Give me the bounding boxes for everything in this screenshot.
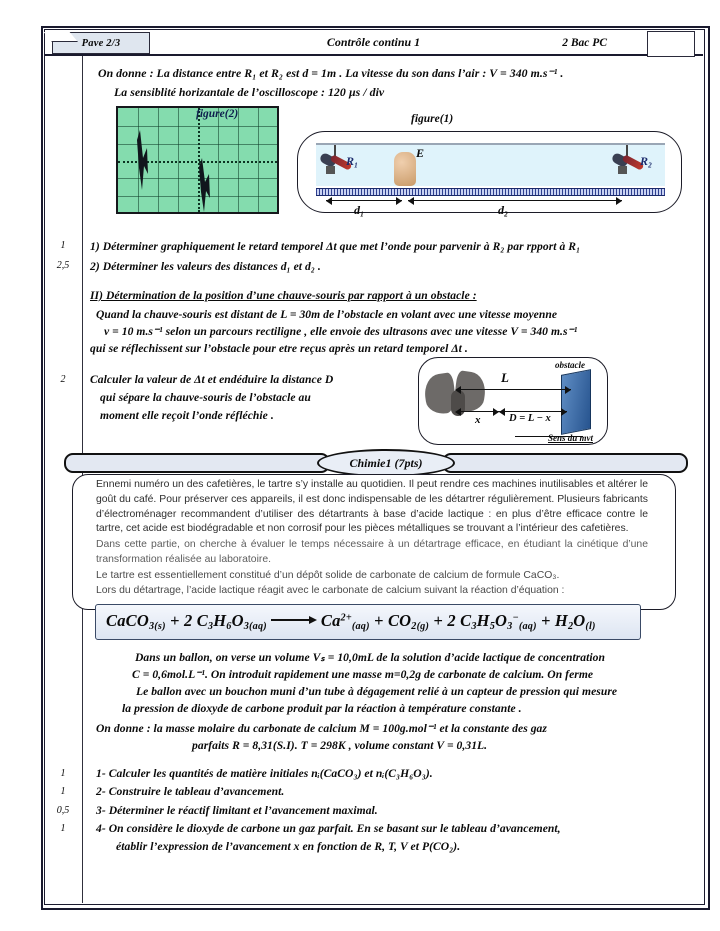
physics-question-3-line-2: qui sépare la chauve-souris de l’obstacle au xyxy=(100,391,311,404)
mark-physics-q1: 1 xyxy=(60,240,66,251)
mark-chemistry-q2: 1 xyxy=(60,786,66,797)
emitter-hand-icon xyxy=(394,152,416,186)
figure1-e-label: E xyxy=(416,146,425,160)
figure1-d1-label: d₁ xyxy=(354,203,365,217)
physics-part2-line-2: v = 10 m.s⁻¹ selon un parcours rectiligne , elle envoie des ultrasons avec une vitesse V = 340 m.s⁻¹ xyxy=(104,325,578,338)
figure1-r2-label: R₂ xyxy=(640,154,653,168)
bat-icon xyxy=(425,370,491,434)
header-page-tab-label: Pave 2/3 xyxy=(81,37,121,49)
chemistry-question-1: 1- Calculer les quantités de matière initiales nᵢ(CaCO₃) et nᵢ(C₃H₆O₃). xyxy=(96,767,433,780)
chemistry-section-banner xyxy=(64,451,684,471)
bat-l-label: L xyxy=(501,370,509,385)
physics-question-1: 1) Déterminer graphiquement le retard temporel Δt que met l’onde pour parvenir à R₂ par rpport à R₁ xyxy=(90,240,581,253)
header-empty-box xyxy=(647,31,695,57)
chemistry-intro-text xyxy=(96,478,648,600)
obstacle-label: obstacle xyxy=(555,360,585,370)
chemistry-question-2: 2- Construire le tableau d’avancement. xyxy=(96,785,285,798)
chemistry-intro-paragraph-4: Lors du détartrage, l’acide lactique réagit avec le carbonate de calcium suivant la réaction d’équation : xyxy=(96,585,565,597)
chemistry-equation: CaCO$_{3(s)}$ + 2 $C_3H_6O_{3(aq)}$ $Ca^{2+}_{(aq)} + CO_{2(g)} + 2$ $C_3H_5O_3^-_{(aq)} + H_2O_{(l)}$ xyxy=(106,611,596,633)
bat-obstacle-diagram xyxy=(418,357,608,445)
bat-x-label: x xyxy=(475,414,481,426)
oscilloscope-screen xyxy=(116,106,279,214)
oscilloscope-pulse-2 xyxy=(196,156,218,216)
figure1-ruler xyxy=(316,188,665,196)
figure1-d2-label: d₂ xyxy=(498,203,509,217)
chemistry-intro-paragraph-1: Ennemi numéro un des cafetières, le tartre s’y installe au quotidien. Il peut rendre ces machines inutilisables et altérer le goût du café. Pour préserver ces appareils, il est donc indispensable de les détartrer régulièrement. Plusieurs fabricants d’électroménager recommandent d’utiliser des détartrants à base d’acide lactique : en plus d’être efficace contre le tartre, cet acide est biodégradable et non corrosif pour les pièces métalliques se trouvant a l’intérieur des cafetières. xyxy=(96,479,648,535)
chemistry-intro-paragraph-3: Le tartre est essentiellement constitué d’un dépôt solide de carbonate de calcium de formule CaCO₃. xyxy=(96,569,560,581)
mark-physics-q2: 2,5 xyxy=(56,260,70,271)
chemistry-protocol-line-4: la pression de dioxyde de carbone produit par la réaction à température constante . xyxy=(122,702,522,715)
physics-question-3-line-1: Calculer la valeur de Δt et endéduire la distance D xyxy=(90,373,334,386)
chemistry-banner-oval xyxy=(317,449,455,477)
header-title: Contrôle continu 1 xyxy=(326,35,421,49)
chemistry-data-line-1: On donne : la masse molaire du carbonate de calcium M = 100g.mol⁻¹ et la constante des gaz xyxy=(96,722,547,735)
physics-part2-line-1: Quand la chauve-souris est distant de L = 30m de l’obstacle en volant avec une vitesse moyenne xyxy=(96,308,558,321)
figure1-r1-label: R₁ xyxy=(346,154,359,168)
physics-part2-line-3: qui se réflechissent sur l’obstacle pour etre reçus après un retard temporel Δt . xyxy=(90,342,468,355)
reaction-arrow-icon xyxy=(271,615,317,624)
figure1-diagram xyxy=(297,131,682,217)
chemistry-protocol-line-1: Dans un ballon, on verse un volume Vₛ = 10,0mL de la solution d’acide lactique de concentration xyxy=(135,651,606,664)
chemistry-intro-paragraph-2: Dans cette partie, on cherche à évaluer le temps nécessaire à un détartrage efficace, en étudiant la cinétique d’une transformation réalisée au laboratoire. xyxy=(96,539,648,565)
chemistry-question-4-continued: établir l’expression de l’avancement x en fonction de R, T, V et P(CO₂). xyxy=(116,840,461,853)
chemistry-protocol-line-3: Le ballon avec un bouchon muni d’un tube à dégagement relié à un capteur de pression qui mesure xyxy=(136,685,618,698)
obstacle-shape xyxy=(561,369,591,435)
header-class-label: 2 Bac PC xyxy=(562,36,607,49)
chemistry-data-line-2: parfaits R = 8,31(S.I). T = 298K , volume constant V = 0,31L. xyxy=(192,739,488,752)
chemistry-question-4: 4- On considère le dioxyde de carbone un gaz parfait. En se basant sur le tableau d’avancement, xyxy=(96,822,561,835)
chemistry-equation-box xyxy=(95,604,641,640)
chemistry-protocol-line-2: C = 0,6mol.L⁻¹. On introduit rapidement une masse m=0,2g de carbonate de calcium. On ferme xyxy=(132,668,594,681)
physics-question-3-line-3: moment elle reçoit l’onde réfléchie . xyxy=(100,409,274,422)
figure2-label: figure(2) xyxy=(196,108,239,120)
page-header xyxy=(44,29,703,56)
physics-given-line-2: La sensiblité horizantale de l’oscilloscope : 120 µs / div xyxy=(114,85,385,99)
physics-part2-title: II) Détermination de la position d’une chauve-souris par rapport à un obstacle : xyxy=(90,289,477,302)
chemistry-question-3: 3- Déterminer le réactif limitant et l’avancement maximal. xyxy=(96,804,378,817)
physics-given-line-1: On donne : La distance entre R₁ et R₂ est d = 1m . La vitesse du son dans l’air : V = 340 m.s⁻¹ . xyxy=(98,66,564,80)
physics-question-2: 2) Déterminer les valeurs des distances d₁ et d₂ . xyxy=(90,260,321,273)
mark-chemistry-q4: 1 xyxy=(60,823,66,834)
bat-direction-label: Sens du mvt xyxy=(547,433,593,443)
mark-chemistry-q3: 0,5 xyxy=(56,805,70,816)
chemistry-banner-label: Chimie1 (7pts) xyxy=(349,455,423,470)
oscilloscope-pulse-1 xyxy=(134,128,156,194)
bat-d-label: D = L − x xyxy=(509,413,551,424)
mark-chemistry-q1: 1 xyxy=(60,768,66,779)
figure1-label: figure(1) xyxy=(411,113,454,125)
mark-physics-q3: 2 xyxy=(60,374,66,385)
